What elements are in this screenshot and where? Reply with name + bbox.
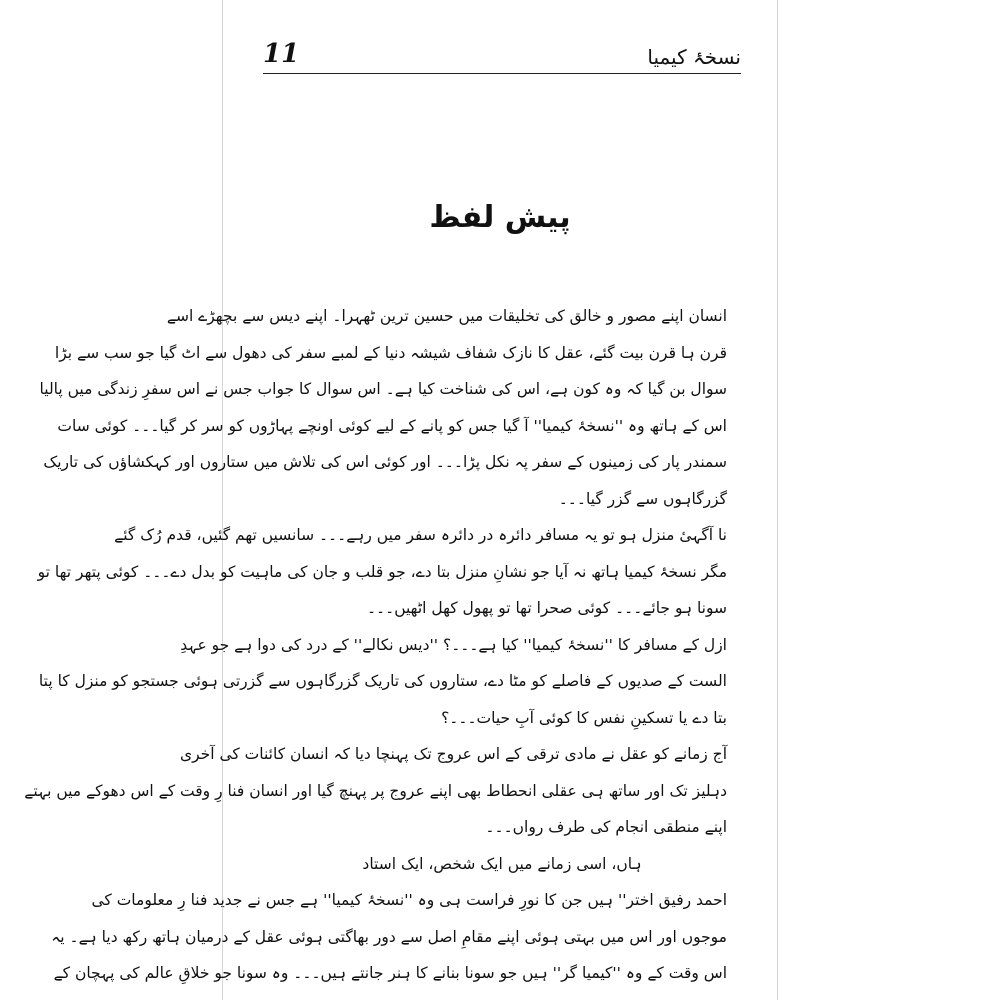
body-line: نا آگہیٔ منزل ہو تو یہ مسافر دائرہ در دائرہ سفر میں رہے۔۔۔ سانسیں تھم گئیں، قدم رُک گئے [114, 526, 727, 544]
body-line: احمد رفیق اختر'' ہیں جن کا نورِ فراست ہی وہ ''نسخۂ کیمیا'' ہے جس نے جدید فنا رِ معلومات کی [91, 891, 727, 909]
body-line: سونا ہو جائے۔۔۔ کوئی صحرا تھا تو پھول کھل اٹھیں۔۔۔ [366, 599, 727, 617]
body-line: قرن ہا قرن بیت گئے، عقل کا نازک شفاف شیشہ دنیا کے لمبے سفر کی دھول سے اٹ گیا جو سب سے بڑا [54, 343, 727, 362]
body-line: ازل کے مسافر کا ''نسخۂ کیمیا'' کیا ہے۔۔۔؟ ''دیس نکالے'' کے درد کی دوا ہے جو عہدِ [180, 635, 727, 654]
body-text [24, 298, 727, 992]
body-line: موجوں اور اس میں بہتی ہوئی اپنے مقامِ اصل سے دور بھاگتی ہوئی عقل کے درمیان ہاتھ رکھ دیا ہے۔ یہ [51, 927, 727, 946]
body-line: گزرگاہوں سے گزر گیا۔۔۔ [558, 489, 727, 508]
body-line: دہلیز تک اور ساتھ ہی عقلی انحطاط بھی اپنے عروج پر پہنچ گیا اور انسان فنا رِ وقت کے اس دھوکے میں بہتے [24, 781, 727, 800]
book-page [24, 0, 778, 1000]
body-line: الست کے صدیوں کے فاصلے کو مٹا دے، ستاروں کی تاریک گزرگاہوں سے گزرتی ہوئی جستجو کو منزل کا پتا [38, 672, 727, 690]
body-line: انسان اپنے مصور و خالق کی تخلیقات میں حسین ترین ٹھہرا۔ اپنے دیس سے بچھڑے اسے [166, 307, 727, 325]
body-line: اس وقت کے وہ ''کیمیا گر'' ہیں جو سونا بنانے کا ہنر جانتے ہیں۔۔۔ وہ سونا جو خلاقِ عالم کی پہچان کے [53, 964, 727, 982]
body-line: اس کے ہاتھ وہ ''نسخۂ کیمیا'' آ گیا جس کو پانے کے لیے کوئی اونچے پہاڑوں کو سر کر گیا۔۔۔ کوئی سات [57, 416, 727, 435]
body-line: ہاں، اسی زمانے میں ایک شخص، ایک استاد [362, 854, 642, 873]
running-title: نسخۂ کیمیا [647, 45, 741, 69]
body-line: آج زمانے کو عقل نے مادی ترقی کے اس عروج تک پہنچا دیا کہ انسان کائنات کی آخری [179, 745, 727, 763]
page-number: 11 [263, 39, 300, 69]
body-line: سمندر پار کی زمینوں کے سفر پہ نکل پڑا۔۔۔ اور کوئی اس کی تلاش میں ستاروں اور کہکشاؤں کی تاریک [43, 453, 727, 471]
running-header [263, 26, 741, 74]
body-line: اپنے منطقی انجام کی طرف رواں۔۔۔ [485, 818, 727, 836]
body-line: مگر نسخۂ کیمیا ہاتھ نہ آیا جو نشانِ منزل بتا دے، جو قلب و جان کی ماہیت کو بدل دے۔۔۔ کوئی پتھر تھا تو [37, 562, 727, 581]
body-line: سوال بن گیا کہ وہ کون ہے، اس کی شناخت کیا ہے۔ اس سوال کا جواب جس نے اس سفرِ زندگی میں پالیا [39, 380, 727, 398]
body-line: بتا دے یا تسکینِ نفس کا کوئی آبِ حیات۔۔۔؟ [441, 708, 727, 727]
chapter-title: پیش لفظ [429, 200, 571, 235]
